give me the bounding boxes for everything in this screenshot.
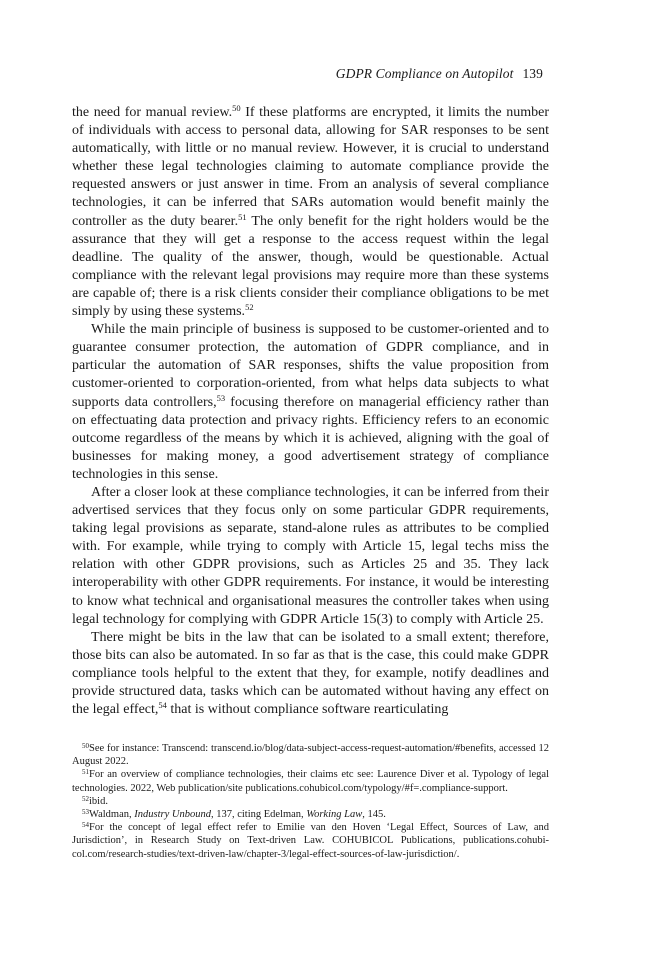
footnote-53 [72, 808, 549, 821]
footnote-54 [72, 821, 549, 861]
footnote-text: Waldman, [89, 809, 135, 821]
running-header [336, 66, 543, 82]
footnote-number: 53 [82, 808, 89, 817]
footnote-number: 50 [82, 742, 89, 750]
running-title: GDPR Compliance on Autopilot [335, 66, 514, 81]
page-number: 139 [522, 66, 543, 81]
footnote-text: For the concept of legal effect refer to Emilie van den Hoven ‘Legal Effect, Sources of Law, and Jurisdiction’, in Research Study on Text-driven Law. COHUBICOL Publications, publications.cohubicol.com/research-studies/text-driven-law/chapter-3/legal-effect-sources-of-law-jurisdiction/. [72, 822, 549, 860]
book-title: Industry Unbound [134, 809, 211, 821]
paragraph-text: While the main principle of business is supposed to be customer-oriented and to guarantee consumer protection, the automation of GDPR compliance, and in particular the automation of SAR responses, shifts the value proposition from customer-oriented to corporation-oriented, from what helps data subjects to what supports data controllers, [72, 322, 549, 410]
footnote-number: 52 [82, 794, 89, 803]
footnote-ref-52[interactable]: 52 [245, 302, 254, 313]
footnote-51 [72, 768, 549, 794]
book-title: Working Law [306, 809, 363, 821]
paragraph-text: There might be bits in the law that can be isolated to a small extent; therefore, those bits can also be automated. In so far as that is the case, this could make GDPR compliance tools helpful to the extent that they, for example, notify deadlines and provide structured data, tasks which can be automated without having any effect on the legal effect, [72, 629, 549, 718]
body-text [72, 104, 549, 719]
paragraph-4 [72, 629, 549, 719]
footnote-ref-54[interactable]: 54 [158, 700, 167, 711]
footnote-number: 51 [82, 768, 89, 777]
footnote-ref-50[interactable]: 50 [232, 103, 241, 113]
footnote-text: For an overview of compliance technologies, their claims etc see: Laurence Diver et al. Typology of legal technologies. 2022, Web publication/site publications.cohubicol.com/typology/#f=.compliance-support. [72, 769, 549, 794]
paragraph-text: The only benefit for the right holders would be the assurance that they will get a response to the access request within the legal deadline. The quality of the answer, though, would be questionable. Actual compliance with the relevant legal provisions may require more than these systems are capable of; there is a risk clients consider their compliance obligations to be met simply by using these systems. [72, 213, 549, 320]
paragraph-text: If these platforms are encrypted, it limits the number of individuals with access to personal data, allowing for SAR responses to be sent automatically, with little or no manual review. However, it is crucial to understand whether these legal technologies claiming to automate compliance provide the requested answers or just answer in time. From an analysis of several compliance technologies, it can be inferred that SARs automation would benefit mainly the controller as the duty bearer. [72, 105, 549, 229]
footnote-number: 54 [82, 821, 89, 830]
footnote-text: ibid. [89, 795, 108, 807]
paragraph-2 [72, 321, 549, 484]
paragraph-text: that is without compliance software rearticulating [166, 702, 449, 718]
footnote-text: See for instance: Transcend: transcend.io/blog/data-subject-access-request-automation/#benefits, accessed 12 August 2022. [72, 743, 549, 768]
footnote-ref-53[interactable]: 53 [216, 392, 226, 403]
paragraph-text: focusing therefore on managerial efficiency rather than on effectuating data protection and privacy rights. Efficiency refers to an economic outcome regardless of the means by which it is achieved, aligning with the goal of businesses for making money, a good advertisement strategy of compliance technologies in this sense. [72, 394, 549, 482]
paragraph-1 [72, 104, 549, 321]
footnote-text: , 137, citing Edelman, [210, 809, 307, 821]
footnote-text: , 145. [362, 809, 386, 821]
footnote-50 [72, 742, 549, 768]
paragraph-3: After a closer look at these compliance technologies, it can be inferred from their advertised services that they focus only on some particular GDPR requirements, taking legal provisions as separate, stand-alone rules as attributes to be complied with. For example, while trying to comply with Article 15, legal techs miss the relation with other GDPR provisions, such as Articles 25 and 35. They lack interoperability with other GDPR requirements. For instance, it would be interesting to know what technical and organisational measures the controller takes when using legal technology for complying with GDPR Article 15(3) to comply with Article 25. [72, 484, 549, 627]
footnotes [72, 742, 549, 861]
footnote-52 [72, 795, 549, 808]
paragraph-text: the need for manual review. [72, 105, 233, 120]
footnote-ref-51[interactable]: 51 [238, 211, 247, 222]
